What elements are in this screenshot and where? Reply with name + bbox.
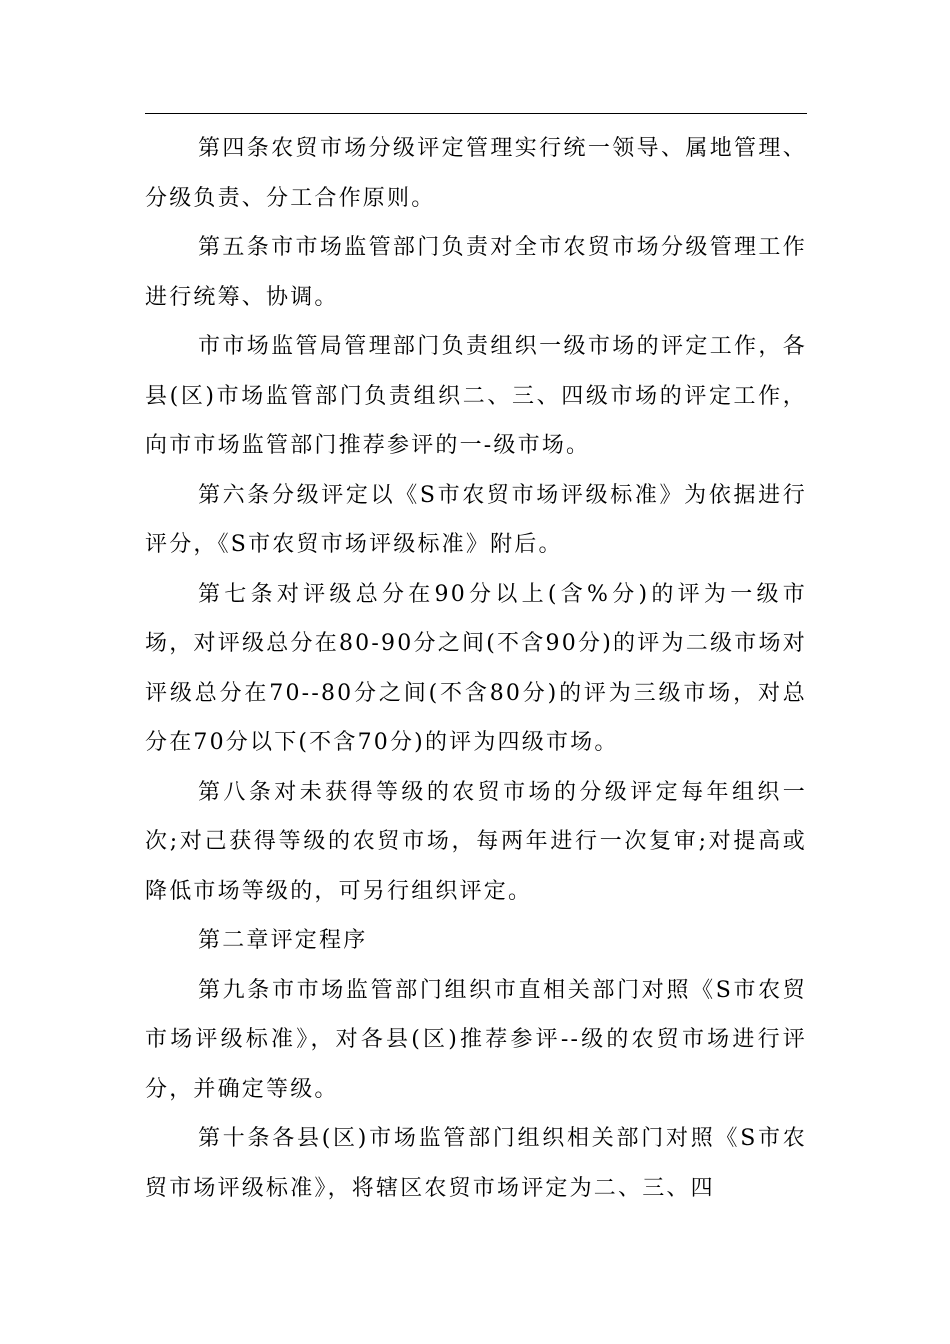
chapter-heading: 第二章评定程序 (198, 928, 368, 953)
document-body (145, 124, 807, 1213)
header-rule (145, 113, 807, 114)
paragraph-article-5: 第五条市市场监管部门负责对全市农贸市场分级管理工作进行统筹、协调。 (145, 235, 807, 310)
paragraph-article-7: 第七条对评级总分在90分以上(含%分)的评为一级市场，对评级总分在80-90分之间(不含90分)的评为二级市场对评级总分在70--80分之间(不含80分)的评为三级市场，对总分在70分以下(不含70分)的评为四级市场。 (145, 581, 807, 755)
paragraph-article-9: 第九条市市场监管部门组织市直相关部门对照《S市农贸市场评级标准》，对各县(区)推荐参评--级的农贸市场进行评分，并确定等级。 (145, 977, 807, 1102)
paragraph-article-6: 第六条分级评定以《S市农贸市场评级标准》为依据进行评分，《S市农贸市场评级标准》附后。 (145, 482, 807, 557)
paragraph-article-10: 第十条各县(区)市场监管部门组织相关部门对照《S市农贸市场评级标准》，将辖区农贸市场评定为二、三、四 (145, 1126, 807, 1201)
paragraph-article-5-detail: 市市场监管局管理部门负责组织一级市场的评定工作，各县(区)市场监管部门负责组织二、三、四级市场的评定工作，向市市场监管部门推荐参评的一-级市场。 (145, 334, 807, 458)
paragraph-article-4: 第四条农贸市场分级评定管理实行统一领导、属地管理、分级负责、分工合作原则。 (145, 136, 807, 211)
paragraph-article-8: 第八条对未获得等级的农贸市场的分级评定每年组织一次;对己获得等级的农贸市场，每两年进行一次复审;对提高或降低市场等级的，可另行组织评定。 (145, 779, 807, 904)
